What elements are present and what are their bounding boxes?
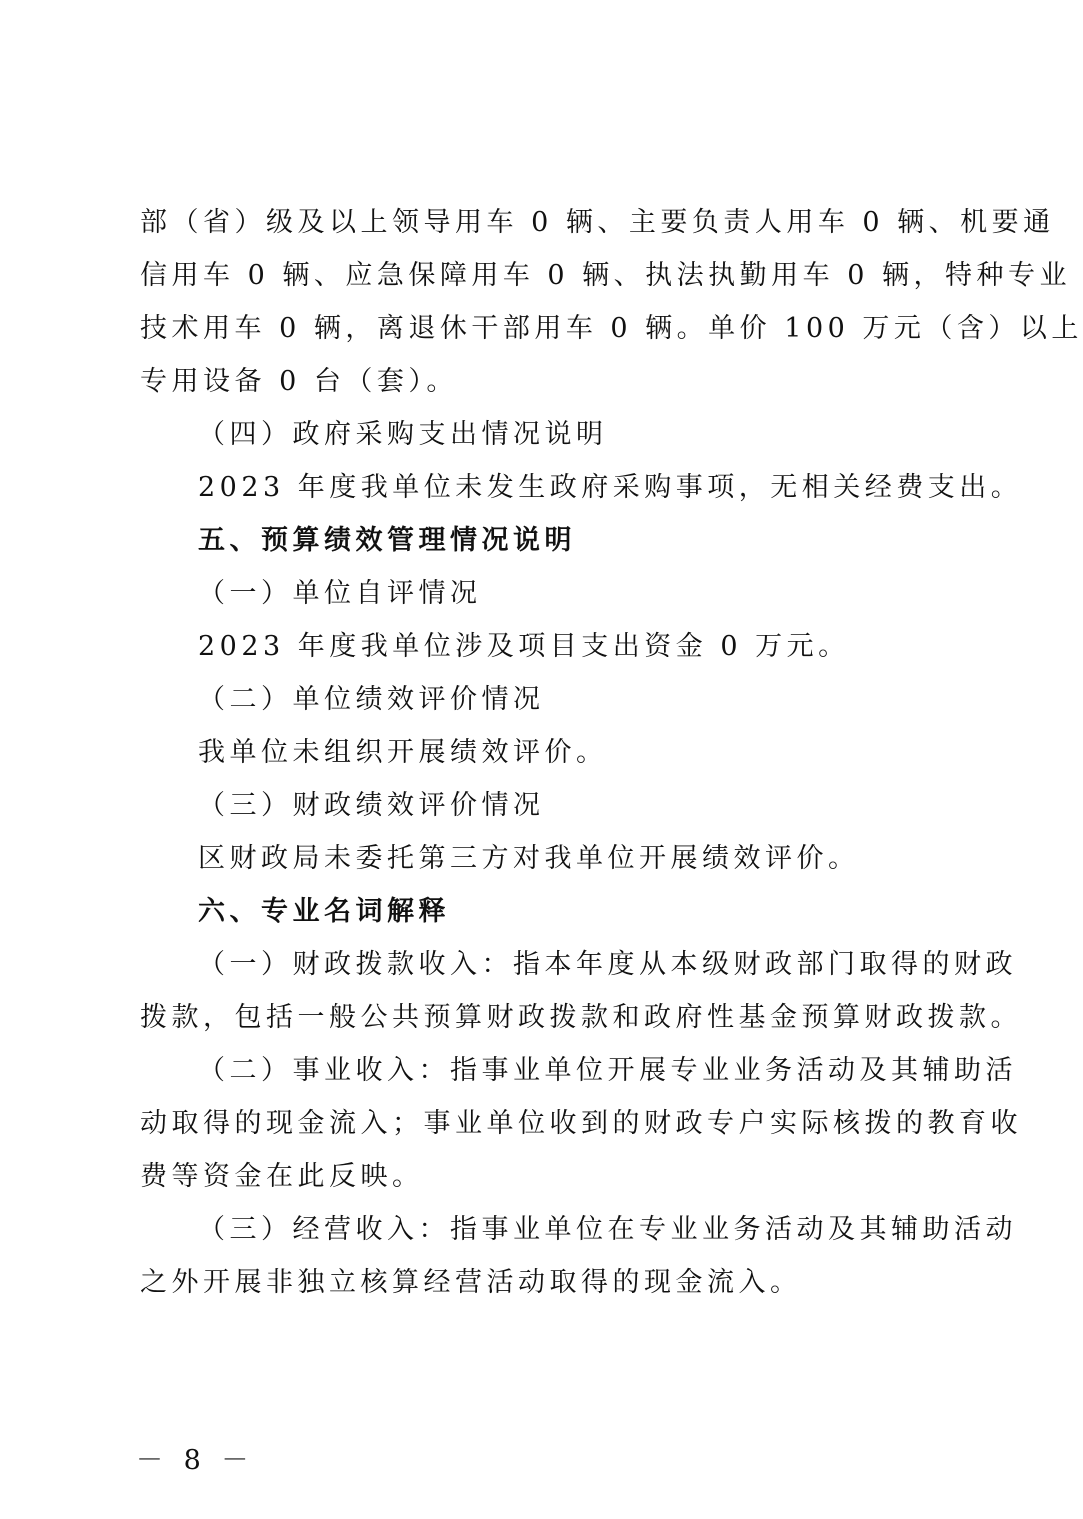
definition-line: 费等资金在此反映。	[140, 1161, 424, 1192]
subsection-finance-eval-heading: （三）财政绩效评价情况	[198, 790, 545, 821]
vehicles-paragraph	[140, 196, 1083, 408]
paragraph-line: 信用车 0 辆、应急保障用车 0 辆、执法执勤用车 0 辆，特种专业	[140, 260, 1072, 291]
definition-term: （二）事业收入：	[198, 1055, 450, 1086]
definition-first-line	[140, 1203, 1017, 1256]
definition-business-income	[140, 1044, 1022, 1203]
document-body	[140, 196, 1083, 1309]
subsection-unit-eval-text: 我单位未组织开展绩效评价。	[198, 737, 608, 768]
definition-text: 指事业单位开展专业业务活动及其辅助活	[450, 1055, 1017, 1086]
definition-term: （一）财政拨款收入：	[198, 949, 513, 980]
paragraph-line: 技术用车 0 辆，离退休干部用车 0 辆。单价 100 万元（含）以上	[140, 313, 1083, 344]
definition-term: （三）经营收入：	[198, 1214, 450, 1245]
subsection-unit-eval-heading: （二）单位绩效评价情况	[198, 684, 545, 715]
section-4-text: 2023 年度我单位未发生政府采购事项，无相关经费支出。	[198, 472, 1023, 503]
definition-text: 指本年度从本级财政部门取得的财政	[513, 949, 1017, 980]
definition-line: 拨款，包括一般公共预算财政拨款和政府性基金预算财政拨款。	[140, 1002, 1022, 1033]
paragraph-line: 专用设备 0 台（套）。	[140, 366, 458, 397]
definition-first-line	[140, 938, 1017, 991]
page-number: － 8 －	[136, 1445, 255, 1476]
subsection-finance-eval-text: 区财政局未委托第三方对我单位开展绩效评价。	[198, 843, 860, 874]
definition-fiscal-appropriation	[140, 938, 1022, 1044]
subsection-self-eval-heading: （一）单位自评情况	[198, 578, 482, 609]
definition-line: 动取得的现金流入；事业单位收到的财政专户实际核拨的教育收	[140, 1108, 1022, 1139]
section-4-heading: （四）政府采购支出情况说明	[198, 419, 608, 450]
definition-text: 指事业单位在专业业务活动及其辅助活动	[450, 1214, 1017, 1245]
subsection-self-eval-text: 2023 年度我单位涉及项目支出资金 0 万元。	[198, 631, 850, 662]
definition-line: 之外开展非独立核算经营活动取得的现金流入。	[140, 1267, 802, 1298]
definition-operating-income	[140, 1203, 1017, 1309]
paragraph-line: 部（省）级及以上领导用车 0 辆、主要负责人用车 0 辆、机要通	[140, 207, 1055, 238]
definition-first-line	[140, 1044, 1017, 1097]
section-five-heading: 五、预算绩效管理情况说明	[198, 525, 576, 556]
section-six-heading: 六、专业名词解释	[198, 896, 450, 927]
